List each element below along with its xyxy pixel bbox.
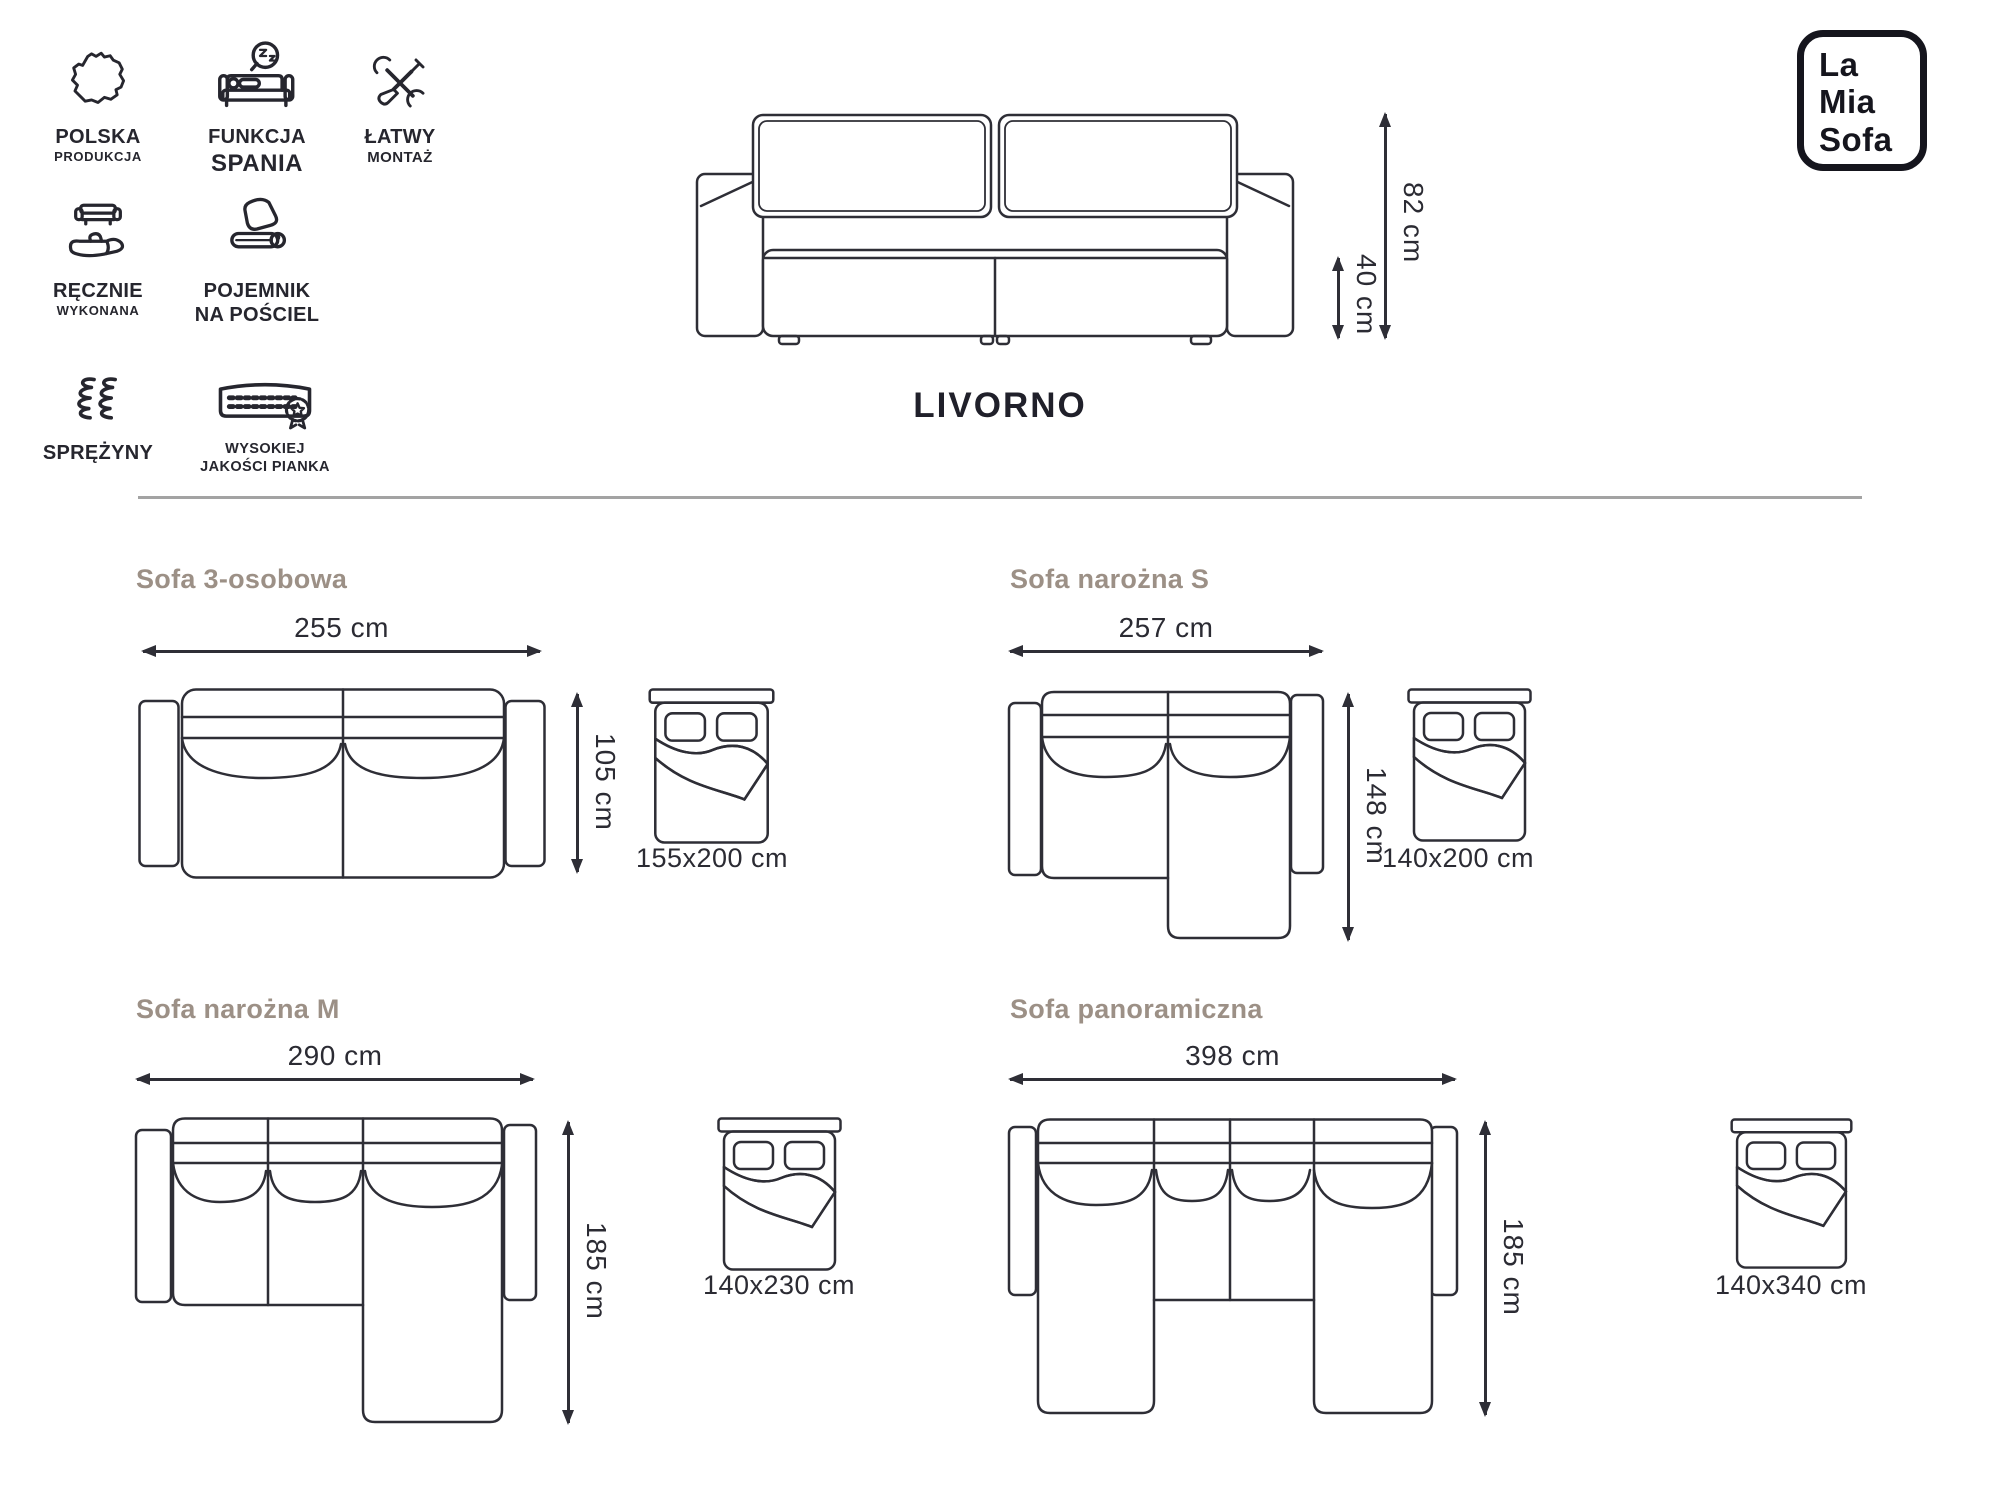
bed-icon xyxy=(717,1117,842,1272)
total-height-dimension: 82 cm xyxy=(1398,182,1429,264)
feature-label: POJEMNIK xyxy=(203,280,311,302)
feature-sublabel: MONTAŻ xyxy=(367,149,433,166)
springs-icon xyxy=(28,362,168,432)
variant-title: Sofa narożna M xyxy=(136,994,340,1024)
width-arrow xyxy=(1010,1078,1455,1081)
feature-recznie-wykonana xyxy=(28,192,168,319)
width-dimension: 290 cm xyxy=(287,1040,383,1071)
sofa-top-view-drawing xyxy=(1008,690,1324,942)
feature-label: WYSOKIEJ xyxy=(225,441,305,457)
sleeping-function-icon xyxy=(183,38,331,116)
feature-latwy-montaz xyxy=(330,38,470,168)
feature-sublabel: PRODUKCJA xyxy=(54,149,142,164)
brand-logo xyxy=(1797,30,1927,171)
separator-line xyxy=(138,496,1862,499)
poland-map-icon xyxy=(28,38,168,116)
bed-icon xyxy=(1730,1118,1853,1270)
feature-sublabel: NA POŚCIEL xyxy=(194,304,320,326)
depth-dimension: 185 cm xyxy=(1498,1218,1529,1316)
bedding-storage-icon xyxy=(183,192,331,270)
sofa-top-view-drawing xyxy=(138,688,546,879)
bed-icon xyxy=(1407,688,1532,843)
depth-dimension: 185 cm xyxy=(581,1222,612,1320)
brand-line: La xyxy=(1819,46,1859,83)
seat-height-dimension: 40 cm xyxy=(1351,254,1382,336)
feature-label: POLSKA xyxy=(55,126,141,148)
brand-line: Mia xyxy=(1819,83,1876,121)
foam-quality-icon xyxy=(168,362,362,432)
width-arrow xyxy=(137,1078,533,1081)
brand-line: Sofa xyxy=(1819,120,1893,158)
feature-sublabel: WYKONANA xyxy=(56,303,140,318)
feature-funkcja-spania xyxy=(183,38,331,179)
bed-icon xyxy=(648,688,775,845)
depth-arrow xyxy=(567,1122,570,1423)
depth-arrow xyxy=(1347,694,1350,940)
variant-title: Sofa narożna S xyxy=(1010,564,1210,594)
sofa-front-view-drawing xyxy=(695,110,1295,342)
width-dimension: 257 cm xyxy=(1118,612,1214,643)
seat-height-arrow xyxy=(1337,258,1340,338)
depth-arrow xyxy=(576,694,579,872)
width-dimension: 255 cm xyxy=(294,612,389,643)
feature-label: FUNKCJA xyxy=(208,126,306,148)
depth-arrow xyxy=(1484,1122,1487,1415)
feature-polska-produkcja xyxy=(28,38,168,165)
bed-size-label: 155x200 cm xyxy=(635,843,789,873)
total-height-arrow xyxy=(1384,114,1387,338)
feature-pojemnik-na-posciel xyxy=(183,192,331,328)
sofa-top-view-drawing xyxy=(1008,1118,1458,1415)
width-arrow xyxy=(1010,650,1322,653)
variant-title: Sofa 3-osobowa xyxy=(136,564,348,594)
depth-dimension: 148 cm xyxy=(1361,767,1392,865)
sofa-top-view-drawing xyxy=(135,1117,537,1424)
width-dimension: 398 cm xyxy=(1185,1040,1280,1071)
feature-label: ŁATWY xyxy=(364,126,436,148)
variant-title: Sofa panoramiczna xyxy=(1010,994,1263,1024)
assembly-tools-icon xyxy=(330,38,470,116)
feature-sprezyny xyxy=(28,362,168,465)
bed-size-label: 140x230 cm xyxy=(702,1270,856,1300)
feature-sublabel: JAKOŚCI PIANKA xyxy=(200,459,330,476)
width-arrow xyxy=(143,650,540,653)
hand-sofa-icon xyxy=(28,192,168,270)
bed-size-label: 140x200 cm xyxy=(1381,843,1535,873)
depth-dimension: 105 cm xyxy=(590,733,621,831)
feature-sublabel: SPANIA xyxy=(211,150,303,177)
product-title: LIVORNO xyxy=(913,386,1087,425)
feature-label: SPRĘŻYNY xyxy=(42,442,154,464)
bed-size-label: 140x340 cm xyxy=(1714,1270,1868,1300)
feature-wysokiej-jakosci-pianka xyxy=(168,362,362,477)
feature-label: RĘCZNIE xyxy=(53,280,143,302)
